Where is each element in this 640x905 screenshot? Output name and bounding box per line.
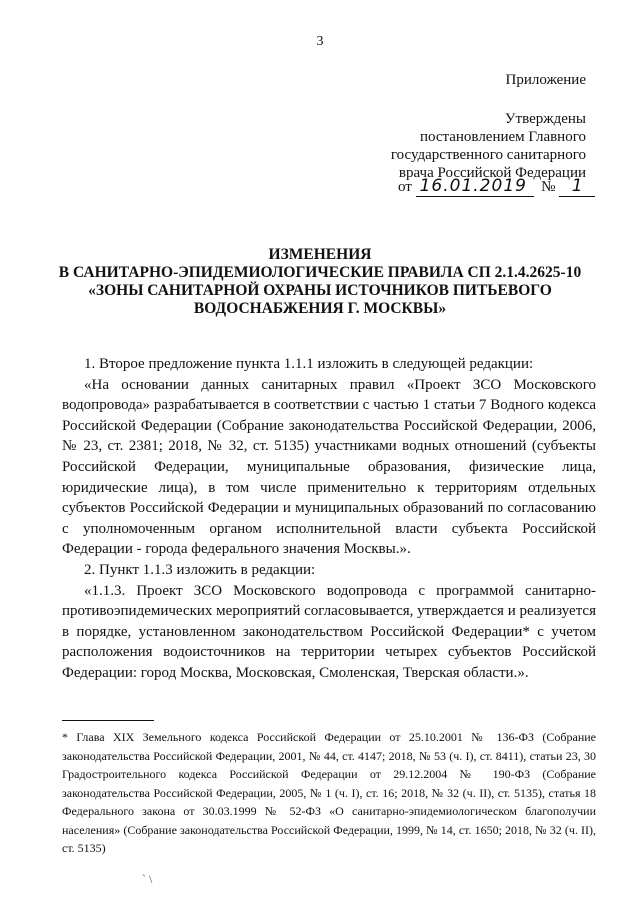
appendix-label: Приложение [505, 72, 586, 88]
document-body [62, 354, 596, 684]
date-prefix: от [398, 179, 412, 195]
document-title [40, 246, 600, 318]
handwritten-date: 16.01.2019 [416, 176, 534, 197]
page-number: 3 [316, 34, 324, 49]
footnote-divider [62, 720, 154, 721]
approval-line: врача Российской Федерации [398, 165, 586, 181]
handwritten-number: 1 [559, 176, 595, 197]
paragraph: 2. Пункт 1.1.3 изложить в редакции: [84, 561, 316, 578]
paragraph: «На основании данных санитарных правил «Проект ЗСО Московского водопровода» разрабатывается в соответствии с частью 1 статьи 7 Водного кодекса Российской Федерации (Собрание законодательства Российской Федерации, 2006, № 23, ст. 2381; 2018, № 32, ст. 5135) участниками водных отношений (субъекты Российской Федерации, муниципальные образования, физические лица, юридические лица), в том числе применительно к территориям отдельных субъектов Российской Федерации и муниципальных образований по согласованию с уполномоченным органом исполнительной власти субъекта Российской Федерации - города федерального значения Москвы.». [62, 376, 596, 558]
approval-line: государственного санитарного [390, 147, 586, 163]
title-line: «ЗОНЫ САНИТАРНОЙ ОХРАНЫ ИСТОЧНИКОВ ПИТЬЕВОГО [88, 282, 552, 299]
approval-line: Утверждены [504, 111, 586, 127]
approval-date-line [398, 176, 595, 197]
title-line: ИЗМЕНЕНИЯ [268, 246, 372, 263]
title-line: ВОДОСНАБЖЕНИЯ Г. МОСКВЫ» [193, 300, 447, 317]
stray-mark: ` \ [142, 872, 153, 886]
number-prefix: № [541, 179, 556, 195]
title-line: В САНИТАРНО-ЭПИДЕМИОЛОГИЧЕСКИЕ ПРАВИЛА СП 2.1.4.2625-10 [58, 264, 582, 281]
approval-block [346, 110, 586, 182]
approval-line: постановлением Главного [419, 129, 586, 145]
footnote: * Глава XIX Земельного кодекса Российской Федерации от 25.10.2001 № 136-ФЗ (Собрание законодательства Российской Федерации, 2001, № 44, ст. 4147; 2018, № 53 (ч. I), ст. 8411), статьи 23, 30 Градостроительного кодекса Российской Федерации от 29.12.2004 № 190-ФЗ (Собрание законодательства Российской Федерации, 2005, № 1 (ч. I), ст. 16; 2018, № 32 (ч. II), ст. 5135), статья 18 Федерального закона от 30.03.1999 № 52-ФЗ «О санитарно-эпидемиологическом благополучии населения» (Собрание законодательства Российской Федерации, 1999, № 14, ст. 1650; 2018, № 32 (ч. II), ст. 5135) [62, 730, 596, 855]
paragraph: 1. Второе предложение пункта 1.1.1 изложить в следующей редакции: [84, 356, 534, 372]
paragraph: «1.1.3. Проект ЗСО Московского водопровода с программой санитарно-противоэпидемических мероприятий согласовывается, утверждается и реализуется в порядке, установленном законодательством Российской Федерации* с учетом расположения водоисточников на территории четырех субъектов Российской Федерации: город Москва, Московская, Смоленская, Тверская области.». [62, 582, 596, 681]
